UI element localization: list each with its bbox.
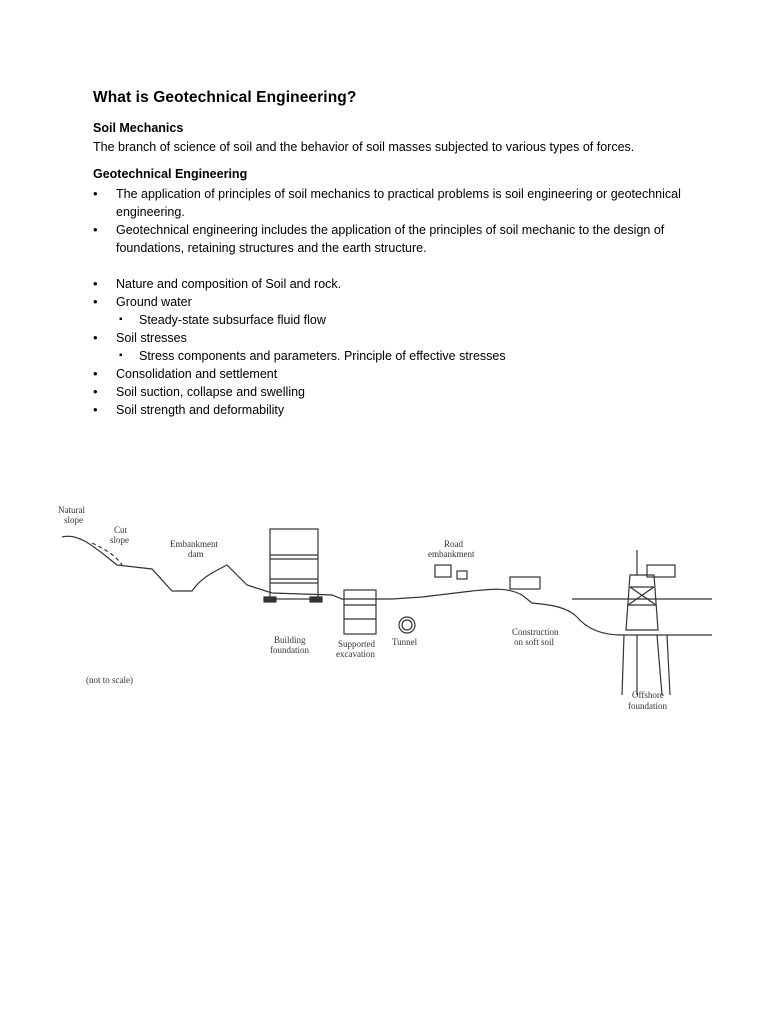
label-building-foundation-2: foundation (270, 645, 309, 655)
sub-list (116, 311, 693, 329)
topic-text: Soil suction, collapse and swelling (116, 385, 305, 399)
footing-right (310, 597, 322, 602)
sub-list-item: ▪ Steady-state subsurface fluid flow (116, 311, 693, 329)
label-natural-slope-2: slope (64, 515, 83, 525)
label-not-to-scale: (not to scale) (86, 675, 133, 685)
topic-text: Ground water (116, 295, 192, 309)
topic-text: Soil strength and deformability (116, 403, 285, 417)
list-item (93, 293, 693, 329)
label-offshore-foundation-2: foundation (628, 701, 667, 711)
footing-left (264, 597, 276, 602)
label-embankment-dam-2: dam (188, 549, 204, 559)
label-building-foundation: Building (274, 635, 306, 645)
label-road-embankment-2: embankment (428, 549, 475, 559)
list-item (93, 275, 693, 293)
page-title: What is Geotechnical Engineering? (93, 89, 357, 106)
topic-text: Nature and composition of Soil and rock. (116, 277, 342, 291)
geotechnical-engineering-heading: Geotechnical Engineering (93, 167, 248, 181)
label-road-embankment: Road (444, 539, 463, 549)
ground-profile (62, 536, 712, 635)
road-vehicle (435, 565, 451, 577)
label-construction-soft-soil-2: on soft soil (514, 637, 555, 647)
label-cut-slope-2: slope (110, 535, 129, 545)
label-embankment-dam: Embankment (170, 539, 218, 549)
sub-list-item: ▪ Stress components and parameters. Principle of effective stresses (116, 347, 693, 365)
soft-soil-structure (510, 577, 540, 589)
geotechnical-applications-diagram (52, 495, 712, 725)
soil-mechanics-heading: Soil Mechanics (93, 121, 184, 135)
list-item (93, 329, 693, 365)
list-item: • Geotechnical engineering includes the application of the principles of soil mechanic to the design of foundations, retaining structures and the earth structure. (93, 221, 693, 257)
list-item (93, 383, 693, 401)
label-natural-slope: Natural (58, 505, 85, 515)
building-frame (270, 529, 318, 599)
topic-text: Consolidation and settlement (116, 367, 278, 381)
label-offshore-foundation: Offshore (632, 690, 664, 700)
cut-slope-dashed (92, 543, 122, 565)
list-item (93, 401, 693, 419)
topic-text: Soil stresses (116, 331, 187, 345)
label-supported-excavation-2: excavation (336, 649, 375, 659)
label-tunnel: Tunnel (392, 637, 418, 647)
label-construction-soft-soil: Construction (512, 627, 559, 637)
label-cut-slope: Cut (114, 525, 128, 535)
topics-list (93, 275, 693, 419)
sub-list (116, 347, 693, 365)
list-item: • The application of principles of soil mechanics to practical problems is soil engineering or geotechnical engineering. (93, 185, 693, 221)
soil-mechanics-definition: The branch of science of soil and the behavior of soil masses subjected to various types of forces. (93, 140, 635, 154)
list-item (93, 365, 693, 383)
label-supported-excavation: Supported (338, 639, 375, 649)
excavation (344, 590, 376, 634)
geotechnical-bullet-list (93, 185, 693, 257)
